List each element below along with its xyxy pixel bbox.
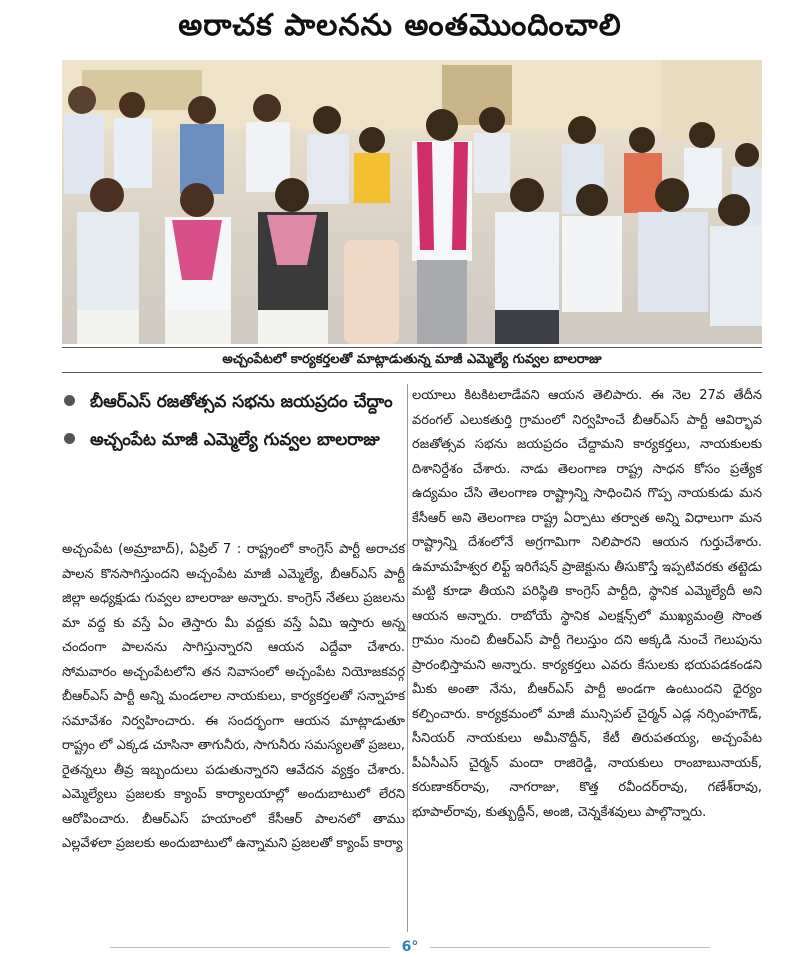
photo-caption: అచ్చంపేటలో కార్యకర్తలతో మాట్లాడుతున్న మాజీ ఎమ్మెల్యే గువ్వల బాలరాజు xyxy=(62,347,762,373)
news-photo xyxy=(62,60,762,344)
article-column-left xyxy=(62,538,405,857)
bullet-text: బీఆర్ఎస్ రజతోత్సవ సభను జయప్రదం చేద్దాం xyxy=(90,392,393,412)
bullet-text: అచ్చంపేట మాజీ ఎమ్మెల్యే గువ్వల బాలరాజు xyxy=(90,430,380,450)
bullet-dot-icon xyxy=(64,433,75,444)
headline: అరాచక పాలనను అంతమొందించాలి xyxy=(178,8,622,43)
publication-logo-icon: 6° xyxy=(401,939,419,955)
bullet-item xyxy=(62,422,402,458)
article-column-right xyxy=(412,384,762,825)
article-text-left: అచ్చంపేట (అమ్రాబాద్), ఏప్రిల్ 7 : రాష్ట్రంలో కాంగ్రెస్ పార్టీ అరాచక పాలన కొనసాగిస్తుందని అచ్చంపేట మాజీ ఎమ్మెల్యే, బీఆర్ఎస్ పార్టీ జిల్లా అధ్యక్షుడు గువ్వల బాలరాజు అన్నారు. కాంగ్రెస్ నేతలు ప్రజలను మా వద్ద కు వస్తే ఏం తెస్తారు మీ వద్దకు వస్తే ఏమి ఇస్తారు అన్న చందంగా పాలనను సాగిస్తున్నారని ఆయన ఎద్దేవా చేశారు. సోమవారం అచ్చంపేటలోని తన నివాసంలో అచ్చంపేట నియోజకవర్గ బీఆర్ఎస్ పార్టీ అన్ని మండలాల నాయకులు, కార్యకర్తలతో సన్నాహక సమావేశం నిర్వహించారు. ఈ సందర్భంగా ఆయన మాట్లాడుతూ రాష్ట్రం లో ఎక్కడ చూసినా తాగునీరు, సాగునీరు సమస్యలతో ప్రజలు, రైతన్నలు తీవ్ర ఇబ్బందులు పడుతున్నారని ఆవేదన వ్యక్తం చేశారు. ఎమ్మెల్యేలు ప్రజలకు క్యాంప్ కార్యాలయాల్లో అందుబాటులో లేరని ఆరోపించారు. బీఆర్ఎస్ హయాంలో కేసీఆర్ పాలనలో తాము ఎల్లవేళలా ప్రజలకు అందుబాటులో ఉన్నామని ప్రజలతో క్యాంప్ కార్యా xyxy=(62,542,405,851)
highlight-bullets xyxy=(62,384,402,460)
footer-line-right xyxy=(430,947,710,948)
column-divider xyxy=(407,384,408,932)
bullet-dot-icon xyxy=(64,395,75,406)
footer-rule xyxy=(110,940,710,954)
article-text-right: లయాలు కిటకిటలాడేవని ఆయన తెలిపారు. ఈ నెల 27వ తేదీన వరంగల్ ఎలుకతుర్తి గ్రామంలో నిర్వహించే బీఆర్ఎస్ పార్టీ ఆవిర్భావ రజతోత్సవ సభను జయప్రదం చేద్దామని కార్యకర్తలు, నాయకులకు దిశానిర్దేశం చేశారు. నాడు తెలంగాణ రాష్ట్ర సాధన కోసం ప్రత్యేక ఉద్యమం చేసి తెలంగాణ రాష్ట్రాన్ని సాధించిన గొప్ప నాయకుడు మన కేసీఆర్ అని తెలంగాణ రాష్ట్ర ఏర్పాటు తర్వాత అన్ని విధాలుగా మన రాష్ట్రాన్ని దేశంలోనే అగ్రగామిగా నిలిపారని ఆయన గుర్తుచేశారు. ఉమామహేశ్వర లిఫ్ట్ ఇరిగేషన్ ప్రాజెక్టును తీసుకొస్తే ఇప్పటివరకు తట్టెడు మట్టి కూడా తీయని పరిస్థితి కాంగ్రెస్ పార్టీది, స్థానిక ఎమ్మెల్యేదీ అని ఆయన అన్నారు. రాబోయే స్థానిక ఎలక్షన్స్‌లో ముఖ్యమంత్రి సొంత గ్రామం నుంచి బీఆర్ఎస్ పార్టీ గెలుస్తుం దని అక్కడి నుంచే గెలుపును ప్రారంభిస్తామని అన్నారు. కార్యకర్తలు ఎవరు కేసులకు భయపడకండని మీకు అంతా నేను, బీఆర్ఎస్ పార్టీ అండగా ఉంటుందని ధైర్యం కల్పించారు. కార్యక్రమంలో మాజీ మున్సిపల్ చైర్మన్ ఎడ్ల నర్సింహగౌడ్, సీనియర్ నాయకులు అమీనొద్దీన్, కేటీ తిరుపతయ్య, అచ్చంపేట పీఏసీఎస్ చైర్మన్ మందా రాజిరెడ్డి, నాయకులు రాంబాబునాయక్, కరుణాకర్‌రావు, నాగరాజు, కొత్త రవీందర్‌రావు, గణేశ్‌రావు, భూపాల్‌రావు, కుత్బుద్దీన్, అంజి, చెన్నకేశవులు పాల్గొన్నారు. xyxy=(412,388,762,820)
bullet-item xyxy=(62,384,402,420)
news-photo-illustration xyxy=(62,60,762,344)
footer-line-left xyxy=(110,947,390,948)
